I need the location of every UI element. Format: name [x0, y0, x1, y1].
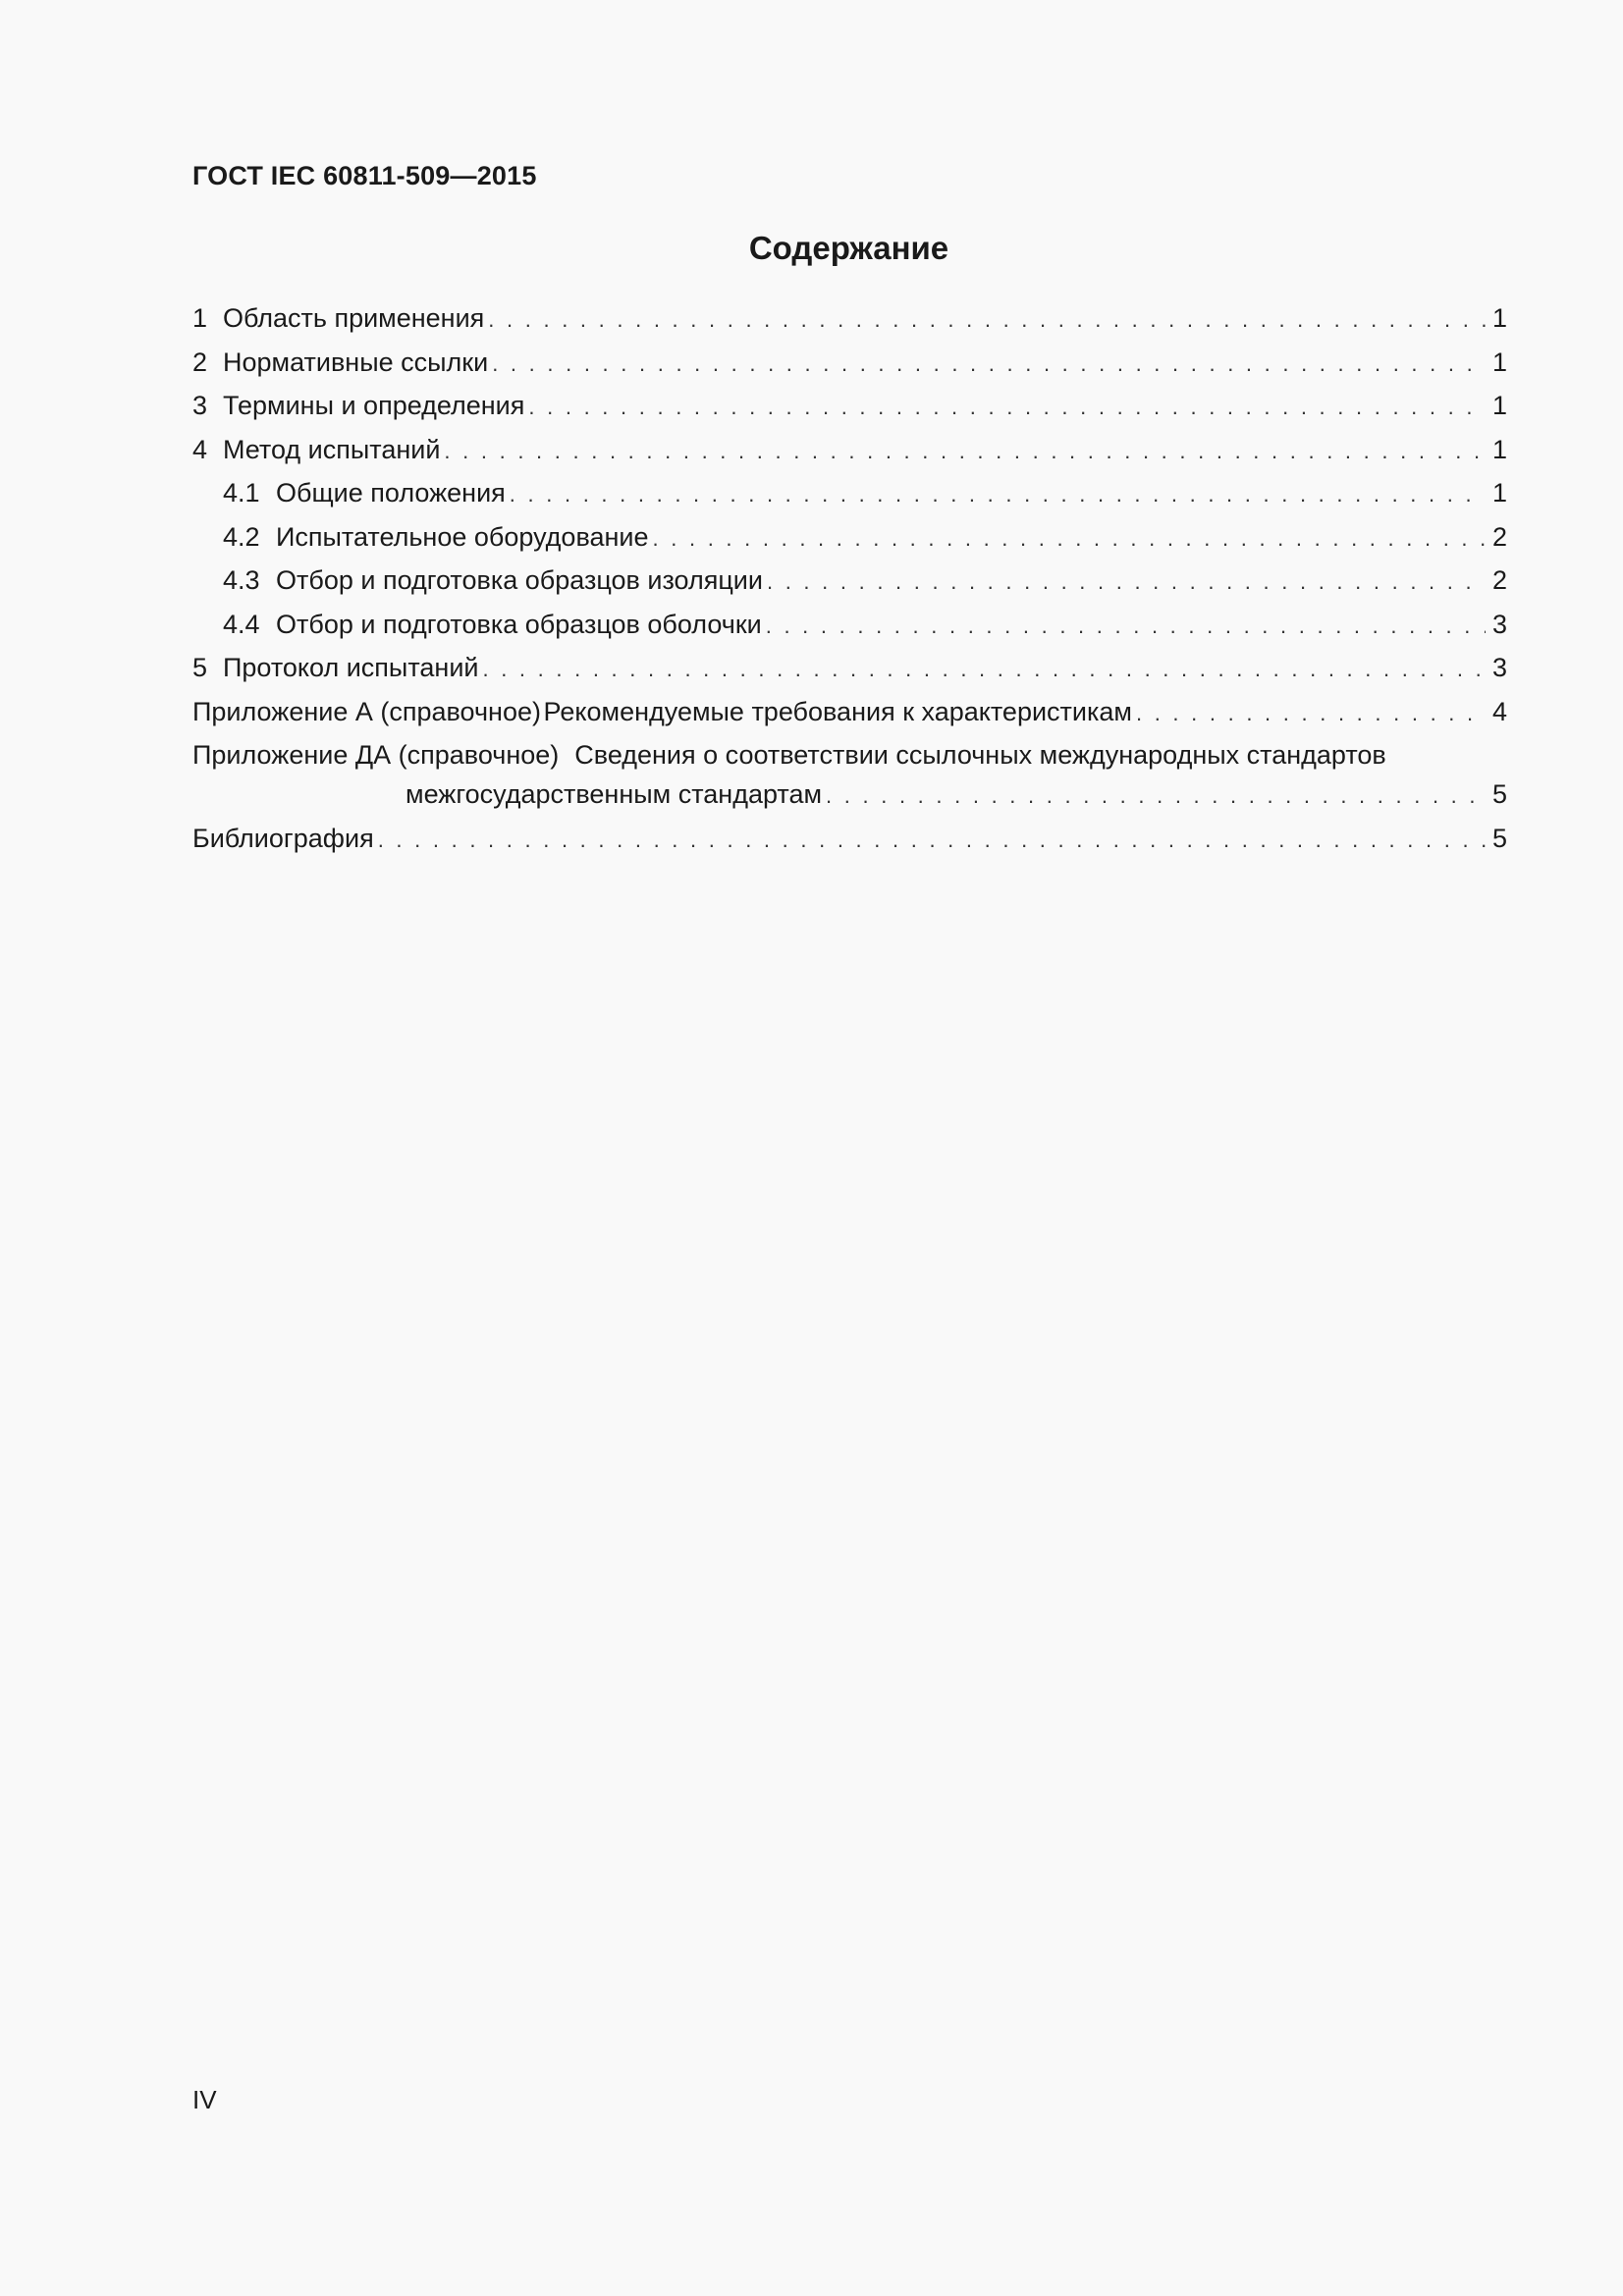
toc-entry[interactable]: [192, 384, 1507, 428]
dot-leader: [444, 430, 1486, 474]
dot-leader: [378, 819, 1486, 863]
toc-entry-number: 5: [192, 653, 208, 682]
toc-entry-page: 5: [1491, 779, 1507, 809]
toc-entry[interactable]: [192, 341, 1507, 385]
toc-subentry[interactable]: [192, 603, 1507, 647]
toc-entry-title: Библиография: [192, 824, 374, 853]
toc-entry-page: 1: [1491, 391, 1507, 420]
dot-leader: [488, 298, 1486, 343]
toc-entry-page: 1: [1491, 303, 1507, 333]
page-number: IV: [192, 2085, 217, 2114]
dot-leader: [767, 561, 1486, 605]
toc-entry-page: 1: [1491, 347, 1507, 377]
appendix-label: Приложение ДА (справочное): [192, 740, 560, 770]
toc-entry-number: 4.4: [223, 609, 260, 639]
toc-entry-page: 3: [1491, 609, 1507, 639]
toc-entry-title: Отбор и подготовка образцов оболочки: [276, 609, 762, 639]
dot-leader: [510, 473, 1486, 517]
toc-entry-title: Отбор и подготовка образцов изоляции: [276, 565, 763, 595]
document-id-header: ГОСТ IEC 60811-509—2015: [192, 161, 537, 190]
toc-subentry[interactable]: [192, 471, 1507, 515]
toc-entry[interactable]: [192, 646, 1507, 690]
toc-appendix-entry[interactable]: [192, 733, 1507, 817]
toc-entry[interactable]: [192, 428, 1507, 472]
toc-entry-page: 4: [1491, 696, 1507, 726]
dot-leader: [492, 343, 1486, 387]
dot-leader: [766, 605, 1486, 649]
toc-entry-title: Общие положения: [276, 478, 506, 507]
toc-entry-page: 5: [1491, 824, 1507, 853]
toc-entry-page: 1: [1491, 434, 1507, 464]
toc-entry-title: Область применения: [223, 303, 485, 333]
toc-entry-number: 4.1: [223, 478, 260, 507]
toc-entry-number: 4.3: [223, 565, 260, 595]
toc-entry-number: 4: [192, 434, 208, 464]
toc-entry-page: 3: [1491, 653, 1507, 682]
dot-leader: [1136, 692, 1486, 736]
toc-title: Содержание: [748, 230, 949, 266]
toc-entry-title: Нормативные ссылки: [223, 347, 489, 377]
toc-entry-number: 2: [192, 347, 208, 377]
dot-leader: [826, 778, 1486, 814]
toc-entry-number: 3: [192, 391, 208, 420]
toc-entry-page: 1: [1491, 478, 1507, 507]
toc-subentry[interactable]: [192, 515, 1507, 560]
toc-entry-title: Метод испытаний: [223, 434, 441, 464]
toc-entry-title: Протокол испытаний: [223, 653, 479, 682]
toc-entry[interactable]: [192, 817, 1507, 861]
toc-entry-title-continuation: межгосударственным стандартам: [406, 779, 823, 809]
toc-entry-page: 2: [1491, 521, 1507, 552]
table-of-contents: [192, 296, 1507, 861]
toc-entry-number: 1: [192, 303, 208, 333]
toc-entry-title: Рекомендуемые требования к характеристикам: [543, 696, 1132, 726]
toc-entry-title: Испытательное оборудование: [276, 521, 649, 552]
toc-subentry[interactable]: [192, 559, 1507, 603]
dot-leader: [653, 517, 1486, 561]
appendix-label: Приложение А (справочное): [192, 696, 541, 726]
dot-leader: [528, 386, 1486, 430]
toc-entry-page: 2: [1491, 565, 1507, 595]
toc-appendix-entry[interactable]: [192, 690, 1507, 734]
toc-entry[interactable]: [192, 296, 1507, 341]
toc-entry-number: 4.2: [223, 521, 260, 552]
toc-entry-title: Термины и определения: [223, 391, 525, 420]
toc-entry-title: Сведения о соответствии ссылочных международных стандартов: [574, 740, 1386, 770]
dot-leader: [482, 648, 1486, 692]
